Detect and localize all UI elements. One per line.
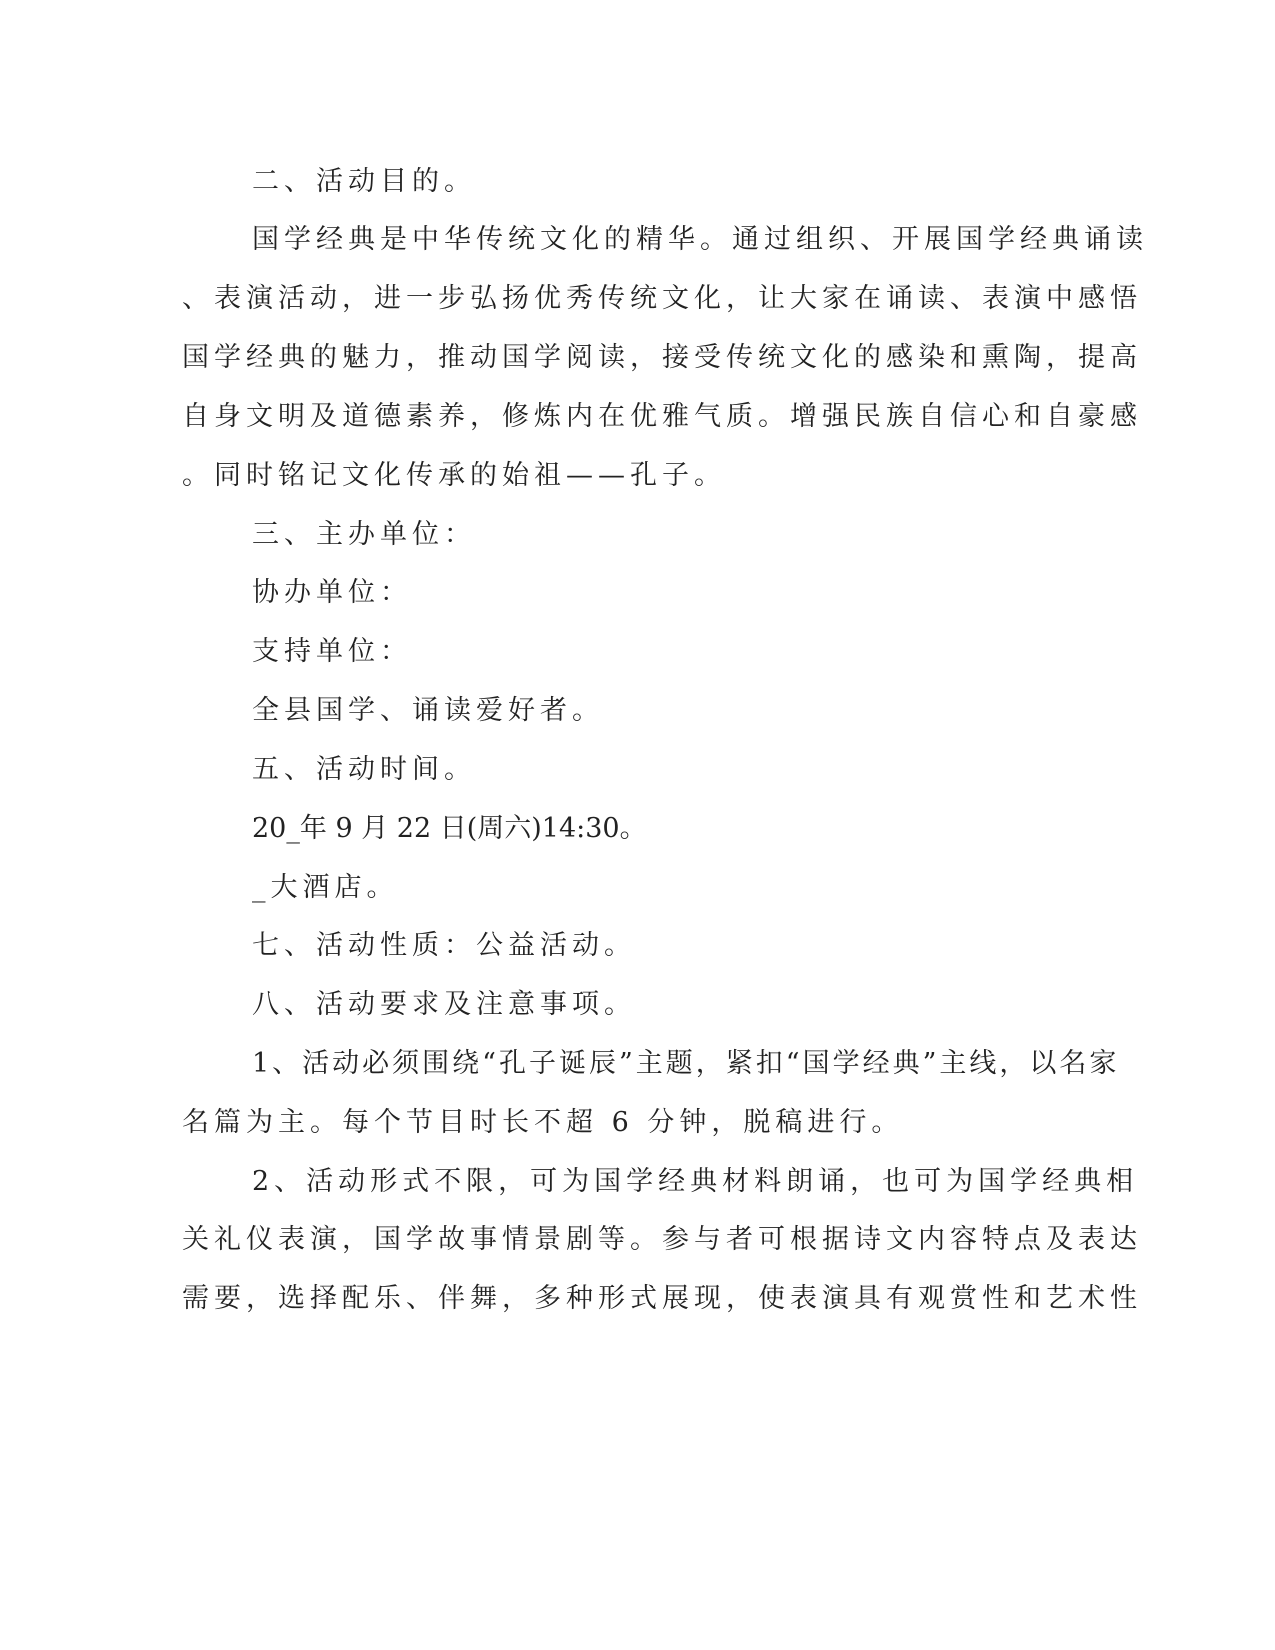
activity-date-line: 20_年 9 月 22 日(周六)14:30。 xyxy=(252,813,647,844)
paragraph-line: 。同时铭记文化传承的始祖——孔子。 xyxy=(182,460,726,491)
paragraph-line: 关礼仪表演，国学故事情景剧等。参与者可根据诗文内容特点及表达 xyxy=(182,1224,1142,1255)
venue-line: _大酒店。 xyxy=(252,872,399,903)
heading-activity-time: 五、活动时间。 xyxy=(252,754,476,785)
heading-organizer: 三、主办单位： xyxy=(252,519,476,550)
paragraph-line: 、表演活动，进一步弘扬优秀传统文化，让大家在诵读、表演中感悟 xyxy=(182,283,1142,314)
paragraph-line: 2、活动形式不限，可为国学经典材料朗诵，也可为国学经典相 xyxy=(252,1166,1139,1197)
paragraph-line: 1、活动必须围绕“孔子诞辰”主题，紧扣“国学经典”主线，以名家 xyxy=(252,1048,1120,1079)
paragraph-line: 需要，选择配乐、伴舞，多种形式展现，使表演具有观赏性和艺术性 xyxy=(182,1283,1142,1314)
heading-activity-nature: 七、活动性质：公益活动。 xyxy=(252,930,636,961)
paragraph-line: 名篇为主。每个节目时长不超 6 分钟，脱稿进行。 xyxy=(182,1107,904,1138)
paragraph-line: 国学经典的魅力，推动国学阅读，接受传统文化的感染和熏陶，提高 xyxy=(182,342,1142,373)
heading-requirements: 八、活动要求及注意事项。 xyxy=(252,989,636,1020)
paragraph-line: 自身文明及道德素养，修炼内在优雅气质。增强民族自信心和自豪感 xyxy=(182,401,1142,432)
paragraph-line: 国学经典是中华传统文化的精华。通过组织、开展国学经典诵读 xyxy=(252,224,1148,255)
heading-activity-purpose: 二、活动目的。 xyxy=(252,166,476,197)
participants-line: 全县国学、诵读爱好者。 xyxy=(252,695,604,726)
supporter-line: 支持单位： xyxy=(252,636,412,667)
co-organizer-line: 协办单位： xyxy=(252,577,412,608)
